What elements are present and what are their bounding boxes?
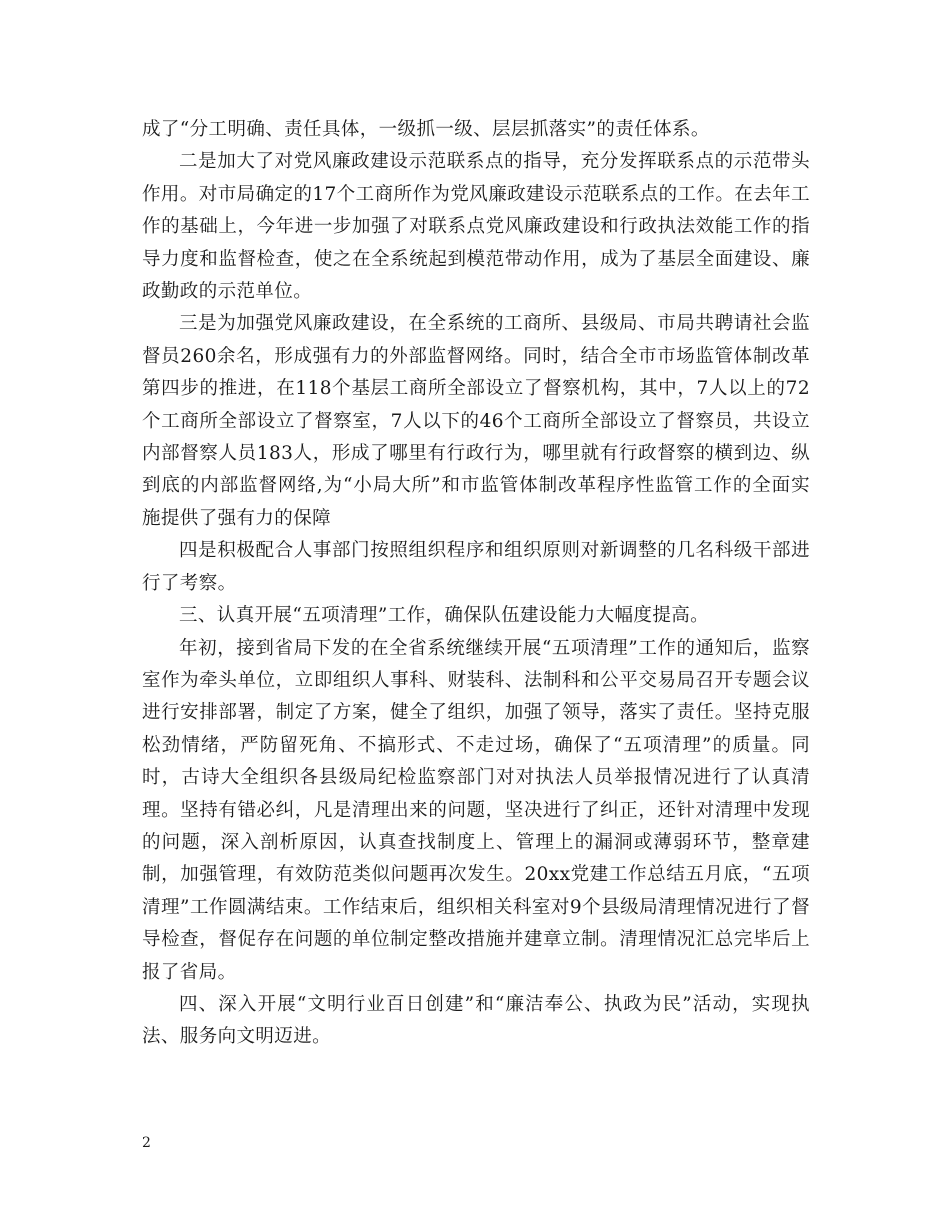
paragraph-five-cleanups: 年初，接到省局下发的在全省系统继续开展“五项清理”工作的通知后，监察室作为牵头单位，立即组织人事科、财装科、法制科和公平交易局召开专题会议进行安排部署，制定了方案，健全了组织，加强了领导，落实了责任。坚持克服松劲情绪，严防留死角、不搞形式、不走过场，确保了“五项清理”的质量。同时，古诗大全组织各县级局纪检监察部门对对执法人员举报情况进行了认真清理。坚持有错必纠，凡是清理出来的问题，坚决进行了纠正，还针对清理中发现的问题，深入剖析原因，认真查找制度上、管理上的漏洞或薄弱环节，整章建制，加强管理，有效防范类似问题再次发生。20xx党建工作总结五月底，“五项清理”工作圆满结束。工作结束后，组织相关科室对9个县级局清理情况进行了督导检查，督促存在问题的单位制定整改措施并建章立制。清理情况汇总完毕后上报了省局。 xyxy=(142,637,810,983)
section-heading-three: 三、认真开展“五项清理”工作，确保队伍建设能力大幅度提高。 xyxy=(179,605,710,627)
paragraph-point-three: 三是为加强党风廉政建设，在全系统的工商所、县级局、市局共聘请社会监督员260余名，形成强有力的外部监督网络。同时，结合全市市场监管体制改革第四步的推进，在118个基层工商所全部设立了督察机构，其中，7人以上的72个工商所全部设立了督察室，7人以下的46个工商所全部设立了督察员，共设立内部督察人员183人，形成了哪里有行政行为，哪里就有行政督察的横到边、纵到底的内部监督网络,为“小局大所”和市监管体制改革程序性监管工作的全面实施提供了强有力的保障 xyxy=(142,313,810,529)
paragraph-point-four: 四是积极配合人事部门按照组织程序和组织原则对新调整的几名科级干部进行了考察。 xyxy=(142,540,810,594)
page-number: 2 xyxy=(142,1135,151,1151)
paragraph-point-two: 二是加大了对党风廉政建设示范联系点的指导，充分发挥联系点的示范带头作用。对市局确定的17个工商所作为党风廉政建设示范联系点的工作。在去年工作的基础上，今年进一步加强了对联系点党风廉政建设和行政执法效能工作的指导力度和监督检查，使之在全系统起到模范带动作用，成为了基层全面建设、廉政勤政的示范单位。 xyxy=(142,151,810,303)
document-body xyxy=(142,114,810,1054)
paragraph-continuation: 成了“分工明确、责任具体，一级抓一级、层层抓落实”的责任体系。 xyxy=(142,119,710,140)
section-heading-four: 四、深入开展“文明行业百日创建”和“廉洁奉公、执政为民”活动，实现执法、服务向文明迈进。 xyxy=(142,993,810,1048)
